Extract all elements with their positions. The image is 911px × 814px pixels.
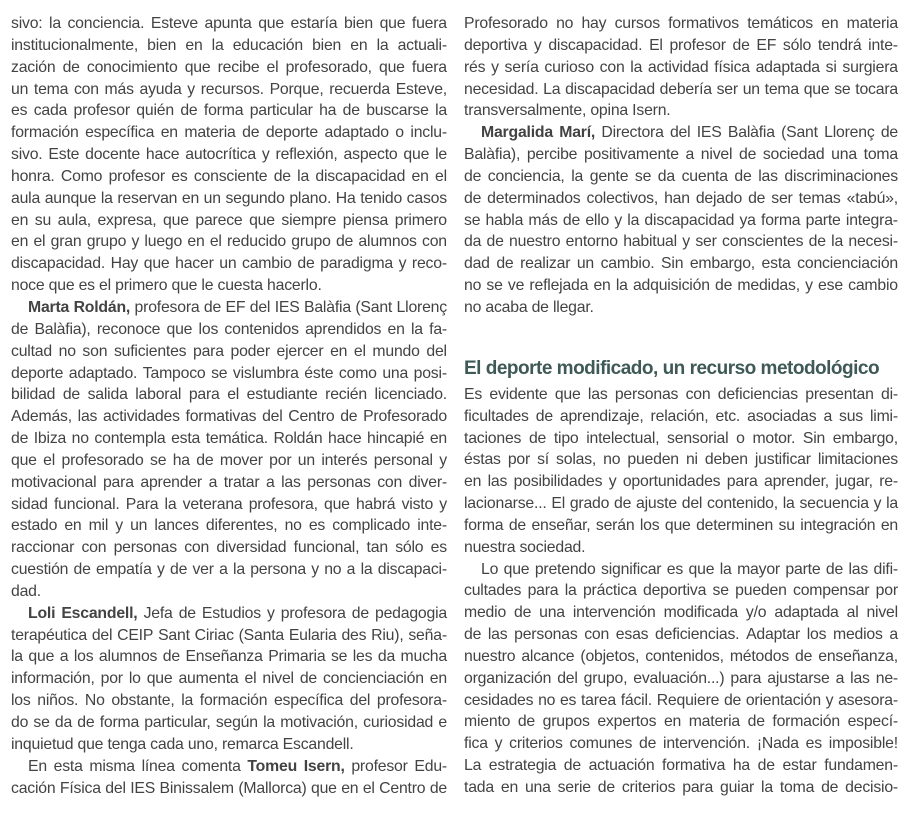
text-line: da de nuestro entorno habitual y ser conscientes de la necesi- <box>464 233 898 251</box>
text-line: ficultades de aprendizaje, relación, etc. asociadas a sus limi- <box>464 407 898 425</box>
text-line: forma de enseñar, serán los que determinen su integración en <box>464 516 898 534</box>
section-heading: El deporte modificado, un recurso metodológico <box>464 357 880 379</box>
text-line: terapéutica del CEIP Sant Ciriac (Santa Eularia des Riu), seña- <box>11 626 447 644</box>
text-line: nuestro alcance (objetos, contenidos, métodos de enseñanza, <box>464 647 898 665</box>
text-line: sivo: la conciencia. Esteve apunta que estaría bien que fuera <box>11 15 447 32</box>
text-line: Profesorado no hay cursos formativos temáticos en materia <box>464 15 898 32</box>
text-line: de Ibiza no contempla esta temática. Roldán hace hincapié en <box>11 430 447 448</box>
left-column <box>11 13 447 799</box>
text-line: organización del grupo, evaluación...) para ajustarse a las ne- <box>464 669 898 687</box>
text-line: nuestra sociedad. <box>464 538 586 556</box>
text-line: lacionarse... El grado de ajuste del contenido, la secuencia y la <box>464 495 898 513</box>
text-line: tada en una serie de criterios para guiar la toma de decisio- <box>464 779 898 796</box>
text-line: un tema con más ayuda y recursos. Porque, recuerda Esteve, <box>11 80 447 98</box>
text-line: motivacional para aprender a tratar a las personas con diver- <box>11 473 447 491</box>
text-line: Margalida Marí, Directora del IES Balàfia (Sant Llorenç de <box>481 124 898 142</box>
text-line: inquietud que tenga cada uno, remarca Escandell. <box>11 735 354 753</box>
text-line: cultades para la práctica deportiva se pueden compensar por <box>464 582 898 600</box>
text-line: do se da de forma particular, según la motivación, curiosidad e <box>11 714 447 731</box>
text-line: sidad funcional. Para la veterana profesora, que habrá visto y <box>11 495 447 513</box>
text-line: que el profesorado se ha de mover por un interés personal y <box>11 451 447 469</box>
text-line: en el gran grupo y luego en el reducido grupo de alumnos con <box>11 233 447 251</box>
text-line: taciones de tipo intelectual, sensorial o motor. Sin embargo, <box>464 429 898 447</box>
text-line: En esta misma línea comenta Tomeu Isern, profesor Edu- <box>28 757 447 775</box>
text-line: cuestión de empatía y de ver a la persona y no a la discapaci- <box>11 561 447 579</box>
text-line: Balàfia), percibe positivamente a nivel de sociedad una toma <box>464 146 898 164</box>
text-line: estado en mil y un lances diferentes, no es complicado inte- <box>11 517 447 535</box>
text-line: dad. <box>11 582 41 600</box>
text-line: raccionar con personas con diversidad funcional, tan sólo es <box>11 539 447 557</box>
text-line: miento de grupos expertos en materia de formación especí- <box>464 713 898 731</box>
text-line: la que a los alumnos de Enseñanza Primaria se les da mucha <box>11 648 447 666</box>
text-line: formación específica en materia de deporte adaptado o inclu- <box>11 124 447 142</box>
text-line: institucionalmente, bien en la educación bien en la actuali- <box>11 36 447 54</box>
text-line: es cada profesor quién de forma particular ha de buscarse la <box>11 102 447 120</box>
text-line: cesidades no es tarea fácil. Requiere de orientación y asesora- <box>464 691 898 709</box>
text-line: no acaba de llegar. <box>464 298 594 316</box>
text-line: zación de conocimiento que recibe el profesorado, que fuera <box>11 58 447 76</box>
text-line: La estrategia de actuación formativa ha de estar fundamen- <box>464 757 898 775</box>
text-line: Además, las actividades formativas del Centro de Profesorado <box>11 408 447 426</box>
text-line: bilidad de salida laboral para el estudiante recién licenciado. <box>11 386 447 404</box>
text-line: en su aula, expresa, que parece que siempre piensa primero <box>11 211 447 229</box>
text-line: éstas por sí solas, no pueden ni deben justificar limitaciones <box>464 451 898 469</box>
text-line: de Balàfia), reconoce que los contenidos aprendidos en la fa- <box>11 320 447 338</box>
text-line: honra. Como profesor es consciente de la discapacidad en el <box>11 167 447 185</box>
text-line: no se ve reflejada en la adquisición de medidas, y ese cambio <box>464 277 898 295</box>
text-line: medio de una intervención modificada y/o adaptada al nivel <box>464 604 898 622</box>
text-line: información, por lo que aumenta el nivel de concienciación en <box>11 670 447 688</box>
text-line: en las posibilidades y oportunidades para aprender, jugar, re- <box>464 473 898 491</box>
text-line: de conciencia, la gente se da cuenta de las discriminaciones <box>464 167 898 185</box>
text-line: noce que es el primero que le cuesta hacerlo. <box>11 277 322 295</box>
text-line: de las personas con esas deficiencias. Adaptar los medios a <box>464 626 898 644</box>
text-line: deportiva y discapacidad. El profesor de EF sólo tendrá inte- <box>464 36 898 54</box>
text-line: discapacidad. Hay que hacer un cambio de paradigma y reco- <box>11 255 447 273</box>
text-line: fica y criterios comunes de intervención. ¡Nada es imposible! <box>464 735 898 753</box>
text-line: Marta Roldán, profesora de EF del IES Balàfia (Sant Llorenç <box>28 298 447 316</box>
text-line: transversalmente, opina Isern. <box>464 102 671 120</box>
text-line: cultad no son suficientes para poder ejercer en el mundo del <box>11 342 447 360</box>
text-line: aula aunque la reservan en un segundo plano. Ha tenido casos <box>11 189 447 207</box>
text-line: de determinados colectivos, han dejado de ser temas «tabú», <box>464 189 898 207</box>
text-line: sivo. Este docente hace autocrítica y reflexión, aspecto que le <box>11 146 447 164</box>
text-line: necesidad. La discapacidad debería ser un tema que se tocara <box>464 80 898 98</box>
text-line: los niños. No obstante, la formación específica del profesora- <box>11 692 447 710</box>
right-column <box>464 13 898 799</box>
text-line: Lo que pretendo significar es que la mayor parte de las difi- <box>481 560 898 578</box>
text-line: rés y sería curioso con la actividad física adaptada si surgiera <box>464 58 898 76</box>
text-line: Loli Escandell, Jefa de Estudios y profesora de pedagogia <box>28 604 447 622</box>
text-line: deporte adaptado. Tampoco se vislumbra éste como una posi- <box>11 364 447 382</box>
text-line: dad de realizar un cambio. Sin embargo, esta concienciación <box>464 255 898 273</box>
text-line: Es evidente que las personas con deficiencias presentan di- <box>464 385 898 403</box>
text-line: se habla más de ello y la discapacidad ya forma parte integra- <box>464 211 898 229</box>
text-line: cación Física del IES Binissalem (Mallorca) que en el Centro de <box>11 779 447 797</box>
